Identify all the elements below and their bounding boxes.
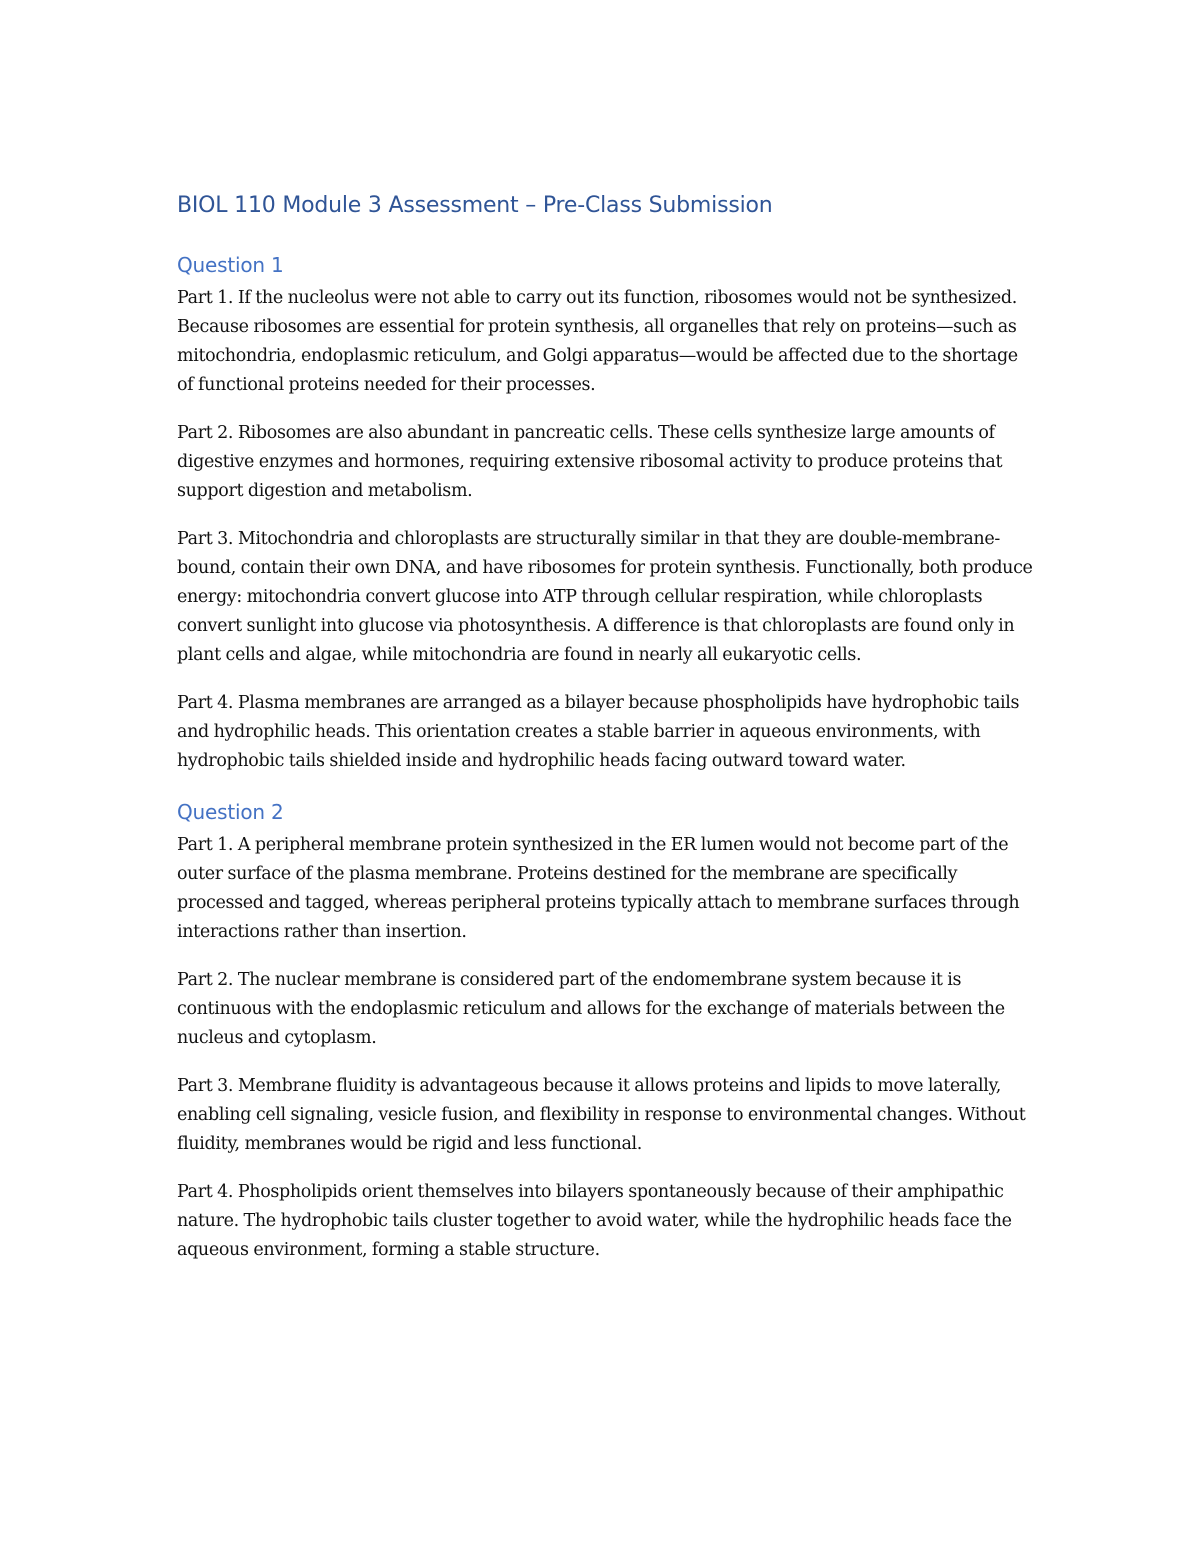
question-2-part-3: Part 3. Membrane fluidity is advantageous because it allows proteins and lipids to move laterally, enabling cell signaling, vesicle fusion, and flexibility in response to environmental changes. Without fluidity, membranes would be rigid and less functional. bbox=[177, 1076, 1026, 1154]
document-body bbox=[177, 190, 1037, 1284]
question-1-section bbox=[177, 250, 1037, 776]
question-2-part-1: Part 1. A peripheral membrane protein synthesized in the ER lumen would not become part of the outer surface of the plasma membrane. Proteins destined for the membrane are specifically processed and tagged, whereas peripheral proteins typically attach to membrane surfaces through interactions rather than insertion. bbox=[177, 835, 1020, 942]
question-2-heading: Question 2 bbox=[177, 800, 284, 824]
question-2-section bbox=[177, 797, 1037, 1265]
question-1-part-2: Part 2. Ribosomes are also abundant in pancreatic cells. These cells synthesize large amounts of digestive enzymes and hormones, requiring extensive ribosomal activity to produce proteins that support digestion and metabolism. bbox=[177, 423, 1003, 501]
question-1-part-3: Part 3. Mitochondria and chloroplasts are structurally similar in that they are double-membrane-bound, contain their own DNA, and have ribosomes for protein synthesis. Functionally, both produce energy: mitochondria convert glucose into ATP through cellular respiration, while chloroplasts convert sunlight into glucose via photosynthesis. A difference is that chloroplasts are found only in plant cells and algae, while mitochondria are found in nearly all eukaryotic cells. bbox=[177, 529, 1033, 665]
question-2-part-2: Part 2. The nuclear membrane is considered part of the endomembrane system because it is continuous with the endoplasmic reticulum and allows for the exchange of materials between the nucleus and cytoplasm. bbox=[177, 970, 1005, 1048]
question-2-part-4: Part 4. Phospholipids orient themselves into bilayers spontaneously because of their amphipathic nature. The hydrophobic tails cluster together to avoid water, while the hydrophilic heads face the aqueous environment, forming a stable structure. bbox=[177, 1182, 1012, 1260]
question-1-part-1: Part 1. If the nucleolus were not able to carry out its function, ribosomes would not be synthesized. Because ribosomes are essential for protein synthesis, all organelles that rely on proteins—such as mitochondria, endoplasmic reticulum, and Golgi apparatus—would be affected due to the shortage of functional proteins needed for their processes. bbox=[177, 288, 1018, 395]
question-1-heading: Question 1 bbox=[177, 253, 284, 277]
document-title: BIOL 110 Module 3 Assessment – Pre-Class Submission bbox=[177, 193, 773, 218]
question-1-part-4: Part 4. Plasma membranes are arranged as a bilayer because phospholipids have hydrophobic tails and hydrophilic heads. This orientation creates a stable barrier in aqueous environments, with hydrophobic tails shielded inside and hydrophilic heads facing outward toward water. bbox=[177, 693, 1020, 771]
